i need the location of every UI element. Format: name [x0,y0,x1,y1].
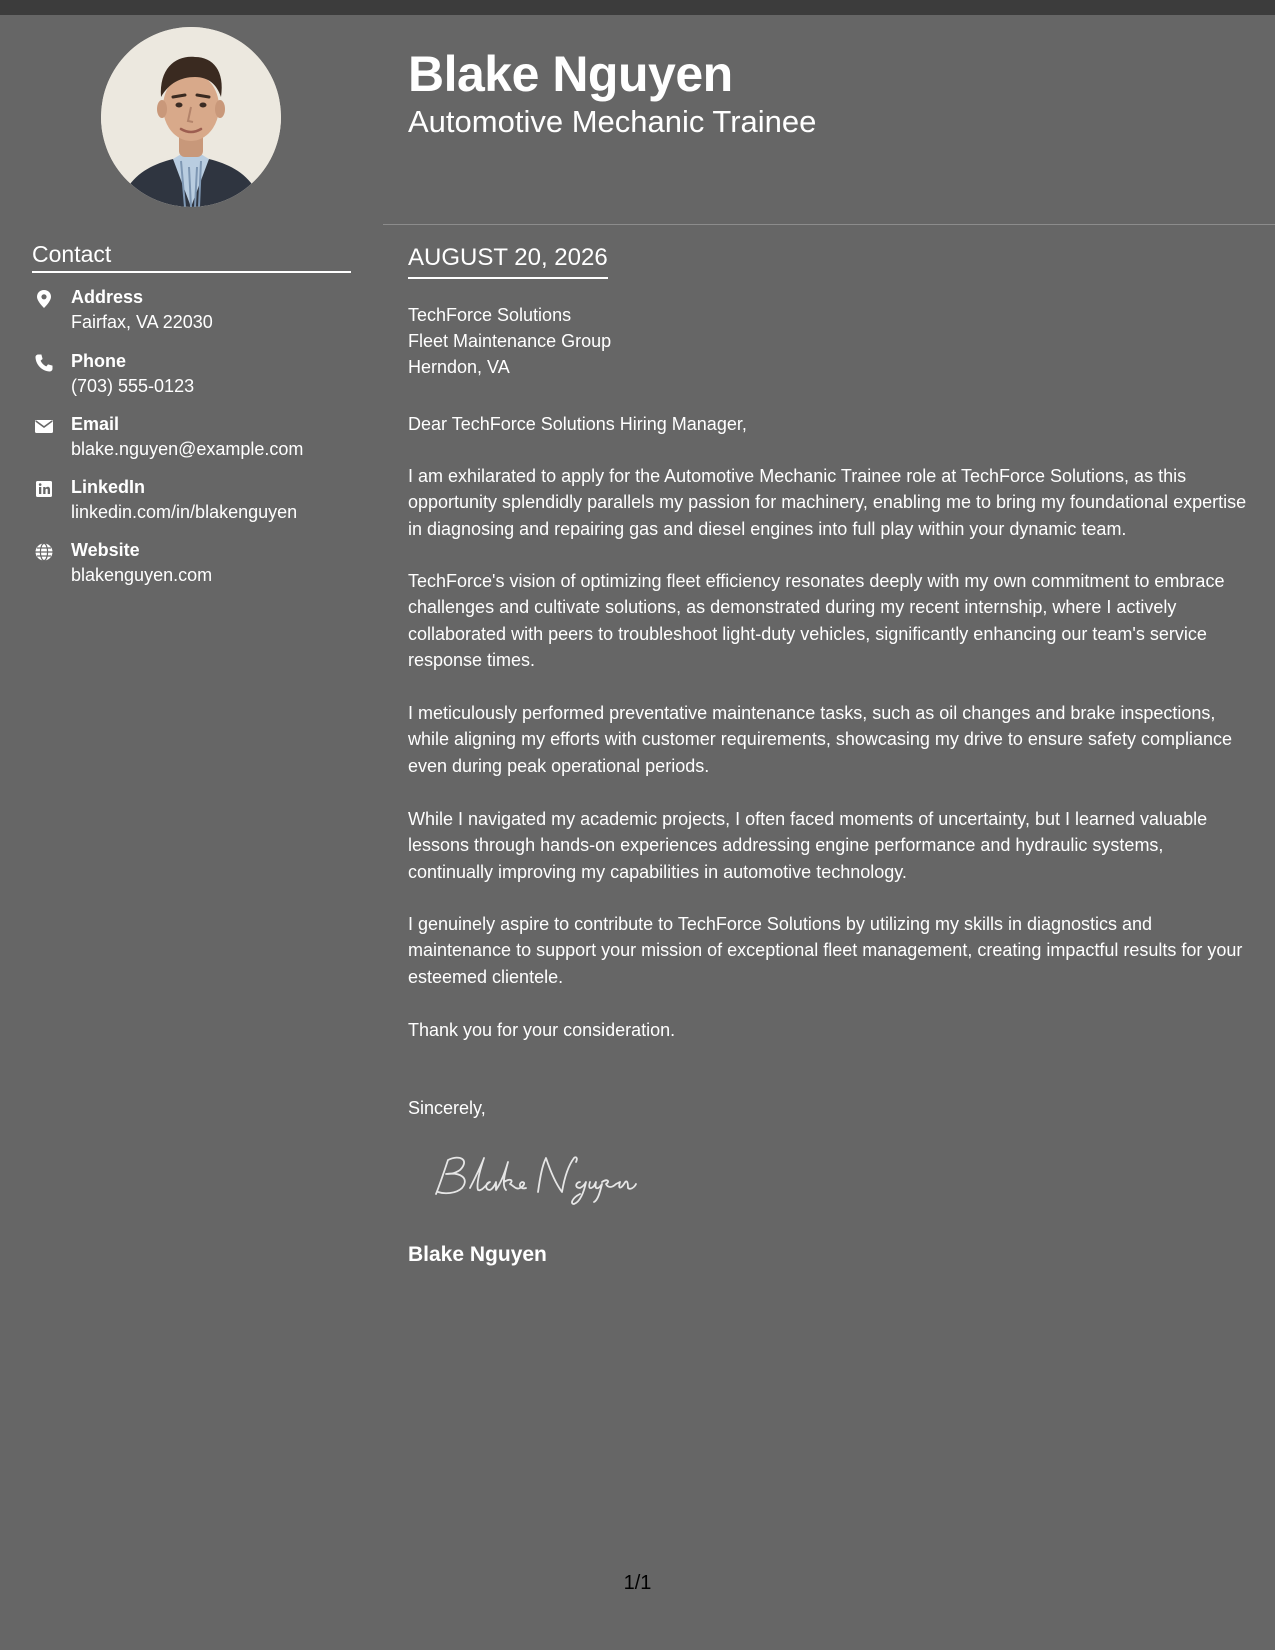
website-value: blakenguyen.com [71,565,213,585]
contact-label: Email [71,414,120,434]
body-paragraph: I meticulously performed preventative maintenance tasks, such as oil changes and brake inspections, while aligning my efforts with customer requirements, showcasing my drive to ensure safety compliance even during peak operational periods. [408,703,1233,776]
phone-icon [34,353,54,373]
page-number: 1/1 [623,1572,652,1594]
contact-label: Website [71,540,140,560]
address-value: Fairfax, VA 22030 [71,312,213,332]
email-value: blake.nguyen@example.com [71,439,304,459]
letter-date: AUGUST 20, 2026 [408,243,608,279]
top-bar [0,0,1275,15]
header-divider [383,224,1275,225]
contact-item-address [32,285,372,337]
contact-item-phone [32,349,372,401]
recipient-department: Fleet Maintenance Group [408,331,612,351]
contact-label: Phone [71,351,127,371]
sign-off: Sincerely, [408,1098,486,1118]
recipient-company: TechForce Solutions [408,305,572,325]
contact-heading: Contact [32,239,351,273]
contact-label: Address [71,287,144,307]
linkedin-value: linkedin.com/in/blakenguyen [71,502,298,522]
contact-label: LinkedIn [71,477,146,497]
closing-thanks: Thank you for your consideration. [408,1020,676,1040]
recipient-location: Herndon, VA [408,357,510,377]
signer-name: Blake Nguyen [408,1243,547,1266]
body-paragraph: I am exhilarated to apply for the Automotive Mechanic Trainee role at TechForce Solutions, as this opportunity splendidly parallels my passion for machinery, enabling me to bring my foundational expertise in diagnosing and repairing gas and diesel engines into full play within your dynamic team. [408,466,1247,539]
contact-item-website [32,538,372,590]
envelope-icon [34,416,54,436]
phone-value: (703) 555-0123 [71,376,195,396]
body-paragraph: While I navigated my academic projects, I often faced moments of uncertainty, but I learned valuable lessons through hands-on experiences addressing engine performance and hydraulic systems, continually improving my capabilities in automotive technology. [408,809,1208,882]
linkedin-icon [34,479,54,499]
salutation: Dear TechForce Solutions Hiring Manager, [408,414,747,434]
body-paragraph: I genuinely aspire to contribute to TechForce Solutions by utilizing my skills in diagnostics and maintenance to support your mission of exceptional fleet management, creating impactful results for your esteemed clientele. [408,914,1243,987]
body-paragraph: TechForce's vision of optimizing fleet efficiency resonates deeply with my own commitment to embrace challenges and cultivate solutions, as demonstrated during my recent internship, where I actively collaborated with peers to troubleshoot light-duty vehicles, significantly enhancing our team's service response times. [408,571,1225,671]
handwritten-signature [430,1148,660,1208]
contact-item-email [32,412,372,464]
avatar [101,27,281,207]
candidate-name: Blake Nguyen [408,46,733,102]
job-title: Automotive Mechanic Trainee [408,104,817,139]
contact-item-linkedin [32,475,372,527]
globe-icon [34,542,54,562]
map-pin-icon [34,289,54,309]
recipient-block [408,302,611,380]
